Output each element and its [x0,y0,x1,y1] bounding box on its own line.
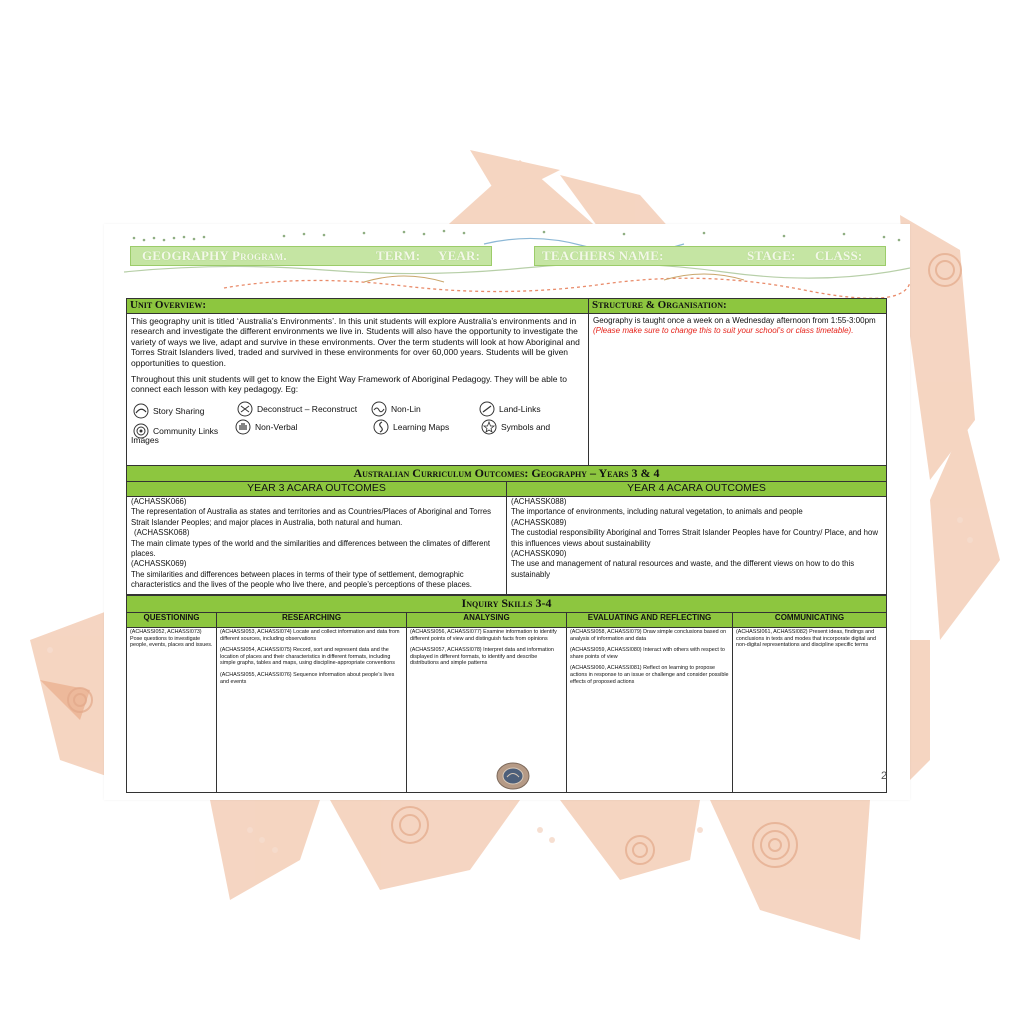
non-verbal-hand-icon [235,419,251,435]
non-linear-icon [371,401,387,417]
learning-maps-icon [373,419,389,435]
questioning-heading: QUESTIONING [127,613,217,628]
year4-outcomes [507,497,887,595]
structure-text: Geography is taught once a week on a Wednesday afternoon from 1:55-3:00pm [593,316,876,325]
outcome-code: (ACHASSK088) [511,497,567,506]
analysing-heading: ANALYSING [407,613,567,628]
curriculum-table [126,465,887,595]
outcome-text: The similarities and differences between places in terms of their type of settlement, demographic characteristics and the lives of the people who live there, and people’s perceptions of these places. [131,569,472,590]
year-label: YEAR: [438,248,481,263]
story-sharing-icon [133,403,149,419]
land-links: Land-Links [479,401,541,417]
unit-overview-heading: Unit Overview: [127,299,589,314]
outcome-text: The use and management of natural resources and waste, and the different views on how to do this sustainably [511,559,855,579]
structure-heading: Structure & Organisation: [589,299,887,314]
deconstruct-reconstruct: Deconstruct – Reconstruct [237,401,357,417]
outcome-text: The custodial responsibility Aboriginal and Torres Strait Islander Peoples have for Country/ Place, and how this influences views about sustainability [511,528,878,548]
non-verbal: Non-Verbal [235,419,298,435]
outcome-text: The importance of environments, including natural vegetation, to animals and people [511,507,803,517]
structure-cell [589,314,887,466]
overview-paragraph-1: This geography unit is titled ‘Australia’s Environments’. In this unit students will explore Australia’s environments and in research and investigate the different environments we live in. Students will also have the opportunity to investigate the variety of ways we live, adapt and survive in these environments. Over the term students will look at how Aboriginal and Torres Strait Islanders lived, traded and survived in these environments for over 60,000 years. Students will be given opportunities to question. [131,316,580,368]
curriculum-heading: Australian Curriculum Outcomes: Geography – Years 3 & 4 [127,466,887,482]
term-label: TERM: [376,248,421,263]
outcome-code: (ACHASSK068) [134,528,190,538]
symbols-and-images-icon [481,419,497,435]
evaluating-cell [567,628,733,793]
skill-item: (ACHASSI055, ACHASSI076) Sequence information about people’s lives and events [220,671,395,685]
analysing-cell [407,628,567,793]
land-links-icon [479,401,495,417]
skill-item: (ACHASSI052, ACHASSI073) Pose questions to investigate people, events, places and issues. [130,629,213,649]
outcome-code: (ACHASSK069) [131,559,187,569]
stage-label: STAGE: [747,248,796,263]
overview-table [126,298,887,466]
skill-item: (ACHASSI054, ACHASSI075) Record, sort and represent data and the location of places and their characteristics in different formats, including simple graphs, tables and maps, using discipline-appropriate conventions [220,647,395,667]
unit-overview-cell [127,314,589,466]
overview-paragraph-2: Throughout this unit students will get to know the Eight Way Framework of Aboriginal Pedagogy. They will be able to connect each lesson with key pedagogy. Eg: [131,374,567,395]
communicating-cell [733,628,887,793]
program-label: GEOGRAPHY Program. [142,248,287,263]
outcome-text: The representation of Australia as states and territories and as Countries/Places of Aboriginal and Torres Strait Islander Peoples; and major places in Australia, both natural and human. [131,507,492,527]
inquiry-heading: Inquiry Skills 3-4 [127,596,887,613]
researching-cell [217,628,407,793]
year4-heading: YEAR 4 ACARA OUTCOMES [507,482,887,497]
evaluating-heading: EVALUATING AND REFLECTING [567,613,733,628]
skill-item: (ACHASSI058, ACHASSI079) Draw simple conclusions based on analysis of information and data [570,629,727,642]
learning-maps: Learning Maps [373,419,449,435]
outcome-code: (ACHASSK090) [511,549,567,559]
outcome-code: (ACHASSK066) [131,497,187,506]
year3-heading: YEAR 3 ACARA OUTCOMES [127,482,507,497]
skill-item: (ACHASSI057, ACHASSI078) Interpret data and information displayed in different formats, to identify and describe distributions and simple patterns [410,647,554,667]
skill-item: (ACHASSI060, ACHASSI081) Reflect on learning to propose actions in response to an issue or challenge and consider possible effects of proposed actions [570,665,729,685]
story-sharing: Story Sharing [133,403,205,419]
pedagogy-icons [127,401,588,445]
skill-item: (ACHASSI053, ACHASSI074) Locate and collect information and data from different sources, including observations [220,629,400,642]
questioning-cell [127,628,217,793]
teachers-name-label: TEACHERS NAME: [542,248,664,263]
symbols-and-images: Symbols and [481,419,550,435]
non-linear: Non-Lin [371,401,421,417]
skill-item: (ACHASSI061, ACHASSI082) Present ideas, findings and conclusions in texts and modes that incorporate digital and non-digital representations and discipline specific terms [736,629,876,649]
outcome-code: (ACHASSK089) [511,517,567,527]
class-label: CLASS: [815,248,863,263]
images-word: Images [131,434,159,445]
skill-item: (ACHASSI059, ACHASSI080) Interact with others with respect to share points of view [570,647,725,660]
seal-logo-icon [495,761,531,791]
page-number: 2 [881,770,888,782]
researching-heading: RESEARCHING [217,613,407,628]
outcome-text: The main climate types of the world and the similarities and differences between the climates of different places. [131,538,490,559]
deconstruct-reconstruct-icon [237,401,253,417]
year3-outcomes [127,497,507,595]
skill-item: (ACHASSI056, ACHASSI077) Examine information to identify different points of view and distinguish facts from opinions [410,629,557,642]
structure-note: (Please make sure to change this to suit your school’s or class timetable). [593,326,854,336]
header-band [130,246,912,266]
community-links: Community Links [133,423,218,439]
communicating-heading: COMMUNICATING [733,613,887,628]
